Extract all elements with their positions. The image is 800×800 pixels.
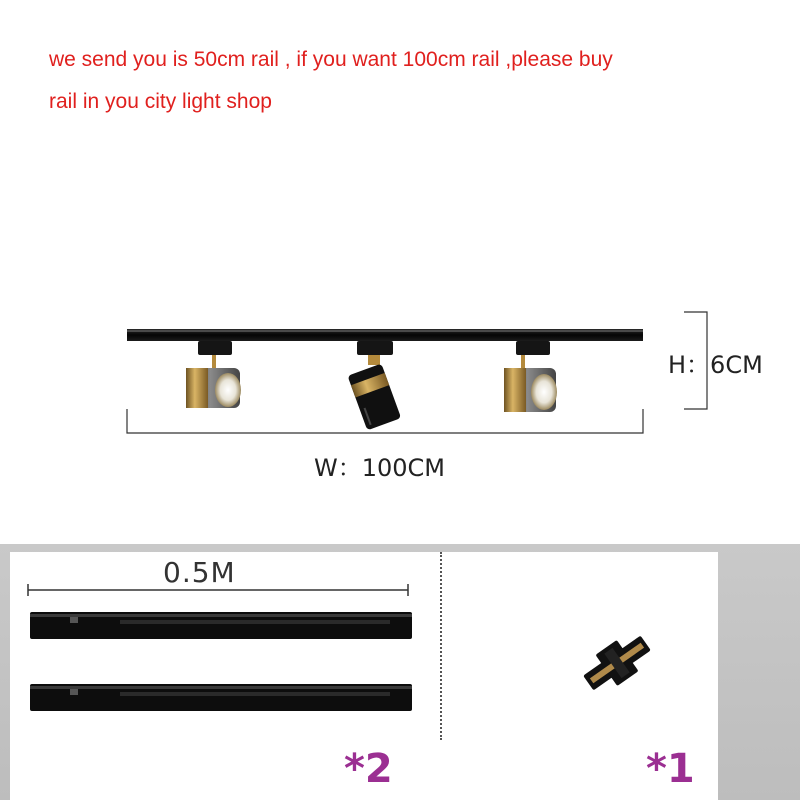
notice-line-2: rail in you city light shop [49,90,272,113]
rail-piece-2 [30,684,412,711]
rail-length-bracket [28,584,408,596]
connector-quantity-label: *1 [646,746,695,792]
notice-line-1: we send you is 50cm rail , if you want 100cm rail ,please buy [49,48,613,71]
rail-length-label: 0.5M [163,556,236,589]
rail-connector [577,627,656,698]
width-dimension-label: W：100CM [314,454,446,482]
rail-piece-1 [30,612,412,639]
rail-quantity-label: *2 [344,746,393,792]
height-dimension-label: H：6CM [668,351,763,379]
